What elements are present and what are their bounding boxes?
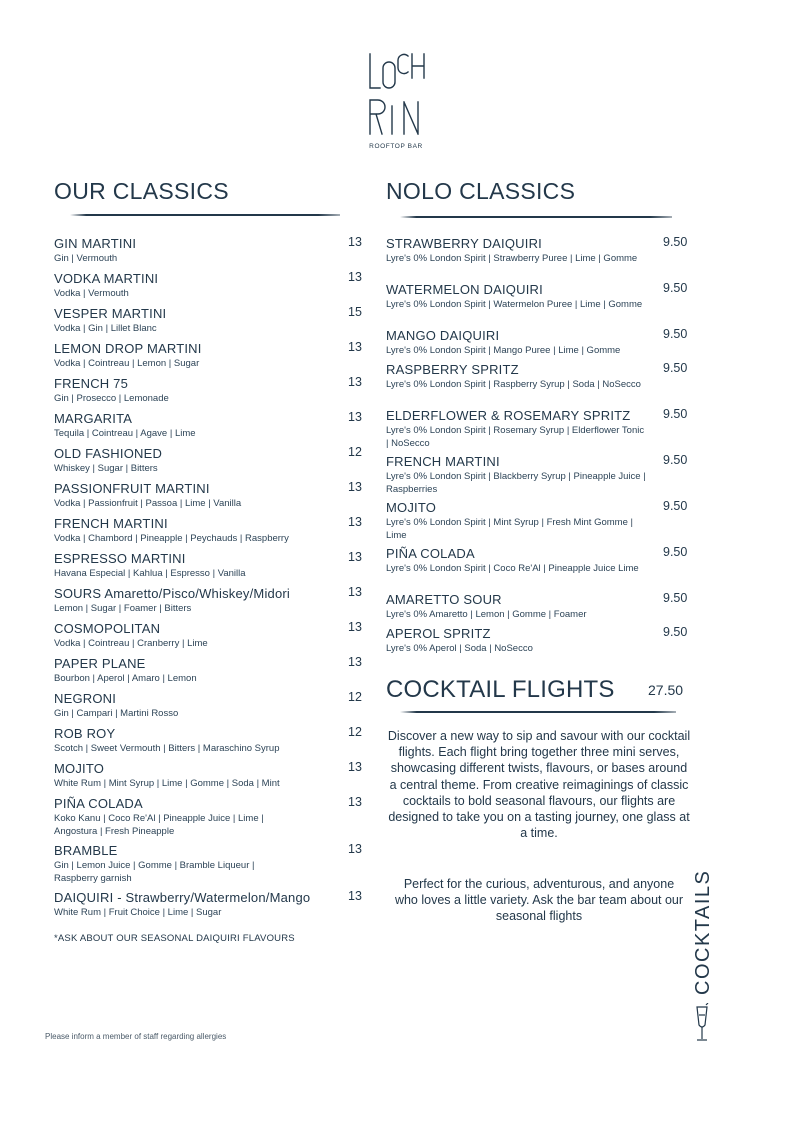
item-name: COSMOPOLITAN xyxy=(54,621,161,636)
item-name: OLD FASHIONED xyxy=(54,446,163,461)
item-description: Tequila | Cointreau | Agave | Lime xyxy=(54,428,196,439)
item-description: Scotch | Sweet Vermouth | Bitters | Maraschino Syrup xyxy=(54,743,280,754)
flights-invitation: Perfect for the curious, adventurous, and anyone who loves a little variety. Ask the bar team about our seasonal flights xyxy=(394,877,684,924)
nolo-item xyxy=(386,408,648,450)
item-name: LEMON DROP MARTINI xyxy=(54,341,202,356)
cocktail-glass-icon xyxy=(694,1003,710,1045)
item-description: Bourbon | Aperol | Amaro | Lemon xyxy=(54,673,197,684)
item-name: ESPRESSO MARTINI xyxy=(54,551,186,566)
item-description: White Rum | Fruit Choice | Lime | Sugar xyxy=(54,907,222,918)
item-name: MARGARITA xyxy=(54,411,133,426)
item-description: Lyre's 0% Amaretto | Lemon | Gomme | Foamer xyxy=(386,609,587,620)
item-name: GIN MARTINI xyxy=(54,236,137,251)
item-price: 9.50 xyxy=(663,453,688,467)
flights-price: 27.50 xyxy=(648,682,684,698)
classics-title-rule xyxy=(70,214,340,216)
item-name: PASSIONFRUIT MARTINI xyxy=(54,481,210,496)
item-price: 9.50 xyxy=(663,591,688,605)
item-price: 13 xyxy=(348,410,362,424)
classics-item xyxy=(54,341,294,371)
item-price: 13 xyxy=(348,375,362,389)
item-name: DAIQUIRI - Strawberry/Watermelon/Mango xyxy=(54,890,311,905)
classics-item xyxy=(54,691,294,721)
classics-item xyxy=(54,551,294,581)
item-description: Lyre's 0% London Spirit | Mango Puree | Lime | Gomme xyxy=(386,345,621,356)
nolo-item xyxy=(386,328,648,358)
item-price: 9.50 xyxy=(663,327,688,341)
nolo-title-rule xyxy=(400,216,672,218)
item-price: 13 xyxy=(348,235,362,249)
item-price: 15 xyxy=(348,305,362,319)
item-description: Lyre's 0% London Spirit | Raspberry Syrup | Soda | NoSecco xyxy=(386,379,641,390)
item-price: 12 xyxy=(348,690,362,704)
nolo-item xyxy=(386,236,648,266)
classics-item xyxy=(54,796,294,838)
item-price: 13 xyxy=(348,842,362,856)
classics-item xyxy=(54,890,311,920)
classics-item xyxy=(54,726,294,756)
item-price: 13 xyxy=(348,760,362,774)
item-price: 9.50 xyxy=(663,235,688,249)
cocktails-side-label: COCKTAILS xyxy=(692,869,714,995)
item-description: Vodka | Passionfruit | Passoa | Lime | Vanilla xyxy=(54,498,242,509)
item-description: Lyre's 0% London Spirit | Mint Syrup | Fresh Mint Gomme | Lime xyxy=(386,517,633,541)
item-description: White Rum | Mint Syrup | Lime | Gomme | Soda | Mint xyxy=(54,778,280,789)
item-description: Lyre's 0% London Spirit | Rosemary Syrup | Elderflower Tonic | NoSecco xyxy=(386,425,645,449)
item-price: 13 xyxy=(348,889,362,903)
item-description: Vodka | Cointreau | Lemon | Sugar xyxy=(54,358,200,369)
item-description: Lyre's 0% Aperol | Soda | NoSecco xyxy=(386,643,533,654)
item-name: PIÑA COLADA xyxy=(386,546,475,561)
item-price: 12 xyxy=(348,445,362,459)
classics-item xyxy=(54,376,294,406)
classics-item xyxy=(54,621,294,651)
item-price: 13 xyxy=(348,480,362,494)
item-name: ROB ROY xyxy=(54,726,116,741)
classics-item xyxy=(54,411,294,441)
nolo-item xyxy=(386,592,648,622)
item-name: VESPER MARTINI xyxy=(54,306,167,321)
allergy-notice: Please inform a member of staff regarding allergies xyxy=(45,1032,227,1041)
item-description: Vodka | Vermouth xyxy=(54,288,129,299)
item-price: 9.50 xyxy=(663,281,688,295)
item-description: Vodka | Gin | Lillet Blanc xyxy=(54,323,157,334)
item-price: 13 xyxy=(348,550,362,564)
item-price: 13 xyxy=(348,620,362,634)
item-price: 9.50 xyxy=(663,407,688,421)
classics-item xyxy=(54,516,294,546)
item-price: 13 xyxy=(348,585,362,599)
item-name: ELDERFLOWER & ROSEMARY SPRITZ xyxy=(386,408,631,423)
item-description: Gin | Prosecco | Lemonade xyxy=(54,393,169,404)
classics-item xyxy=(54,236,294,266)
classics-item xyxy=(54,306,294,336)
classics-item xyxy=(54,586,294,616)
item-description: Gin | Vermouth xyxy=(54,253,118,264)
loch-rin-logo-mark xyxy=(360,48,432,140)
item-description: Vodka | Cointreau | Cranberry | Lime xyxy=(54,638,208,649)
item-name: NEGRONI xyxy=(54,691,117,706)
nolo-item xyxy=(386,546,648,576)
item-description: Lyre's 0% London Spirit | Blackberry Syrup | Pineapple Juice | Raspberries xyxy=(386,471,646,495)
item-name: FRENCH MARTINI xyxy=(54,516,168,531)
flights-title: COCKTAIL FLIGHTS xyxy=(386,676,615,703)
classics-list xyxy=(54,236,364,936)
item-price: 13 xyxy=(348,515,362,529)
item-name: PIÑA COLADA xyxy=(54,796,143,811)
nolo-list xyxy=(386,236,696,656)
flights-title-rule xyxy=(400,711,676,713)
item-description: Gin | Campari | Martini Rosso xyxy=(54,708,179,719)
nolo-item xyxy=(386,500,648,542)
item-name: PAPER PLANE xyxy=(54,656,146,671)
item-description: Lyre's 0% London Spirit | Strawberry Puree | Lime | Gomme xyxy=(386,253,638,264)
item-price: 9.50 xyxy=(663,625,688,639)
item-name: SOURS Amaretto/Pisco/Whiskey/Midori xyxy=(54,586,291,601)
logo-subtitle: ROOFTOP BAR xyxy=(369,143,423,150)
item-name: MOJITO xyxy=(386,500,437,515)
classics-item xyxy=(54,656,294,686)
nolo-item xyxy=(386,282,648,312)
item-name: AMARETTO SOUR xyxy=(386,592,502,607)
classics-item xyxy=(54,761,294,791)
item-description: Lemon | Sugar | Foamer | Bitters xyxy=(54,603,192,614)
item-description: Havana Especial | Kahlua | Espresso | Vanilla xyxy=(54,568,246,579)
classics-item xyxy=(54,446,294,476)
item-price: 9.50 xyxy=(663,361,688,375)
item-description: Koko Kanu | Coco Re'Al | Pineapple Juice | Lime | Angostura | Fresh Pineapple xyxy=(54,813,264,837)
item-description: Lyre's 0% London Spirit | Watermelon Puree | Lime | Gomme xyxy=(386,299,643,310)
seasonal-daiquiri-note: *ASK ABOUT OUR SEASONAL DAIQUIRI FLAVOURS xyxy=(54,933,295,944)
classics-item xyxy=(54,843,294,885)
item-name: MOJITO xyxy=(54,761,105,776)
item-name: WATERMELON DAIQUIRI xyxy=(386,282,543,297)
item-price: 12 xyxy=(348,725,362,739)
nolo-title: NOLO CLASSICS xyxy=(386,178,576,204)
item-price: 9.50 xyxy=(663,545,688,559)
classics-item xyxy=(54,271,294,301)
item-name: RASPBERRY SPRITZ xyxy=(386,362,519,377)
item-description: Gin | Lemon Juice | Gomme | Bramble Liqueur | Raspberry garnish xyxy=(54,860,255,884)
item-name: BRAMBLE xyxy=(54,843,118,858)
nolo-item xyxy=(386,454,648,496)
nolo-item xyxy=(386,362,648,392)
item-name: FRENCH MARTINI xyxy=(386,454,500,469)
logo xyxy=(360,48,432,158)
item-name: STRAWBERRY DAIQUIRI xyxy=(386,236,542,251)
item-price: 13 xyxy=(348,655,362,669)
item-description: Whiskey | Sugar | Bitters xyxy=(54,463,158,474)
item-price: 13 xyxy=(348,340,362,354)
item-price: 9.50 xyxy=(663,499,688,513)
item-description: Lyre's 0% London Spirit | Coco Re'Al | Pineapple Juice Lime xyxy=(386,563,639,574)
item-description: Vodka | Chambord | Pineapple | Peychauds | Raspberry xyxy=(54,533,289,544)
item-name: FRENCH 75 xyxy=(54,376,129,391)
classics-title: OUR CLASSICS xyxy=(54,178,229,204)
item-price: 13 xyxy=(348,795,362,809)
classics-item xyxy=(54,481,294,511)
flights-description: Discover a new way to sip and savour with our cocktail flights. Each flight bring together three mini serves, showcasing different twists, flavours, or bases around a central theme. From creative reimaginings of classic cocktails to bold seasonal flavours, our flights are designed to take you on a tasting journey, one glass at a time. xyxy=(387,729,691,841)
item-name: APEROL SPRITZ xyxy=(386,626,491,641)
item-price: 13 xyxy=(348,270,362,284)
item-name: MANGO DAIQUIRI xyxy=(386,328,500,343)
nolo-item xyxy=(386,626,648,656)
item-name: VODKA MARTINI xyxy=(54,271,159,286)
